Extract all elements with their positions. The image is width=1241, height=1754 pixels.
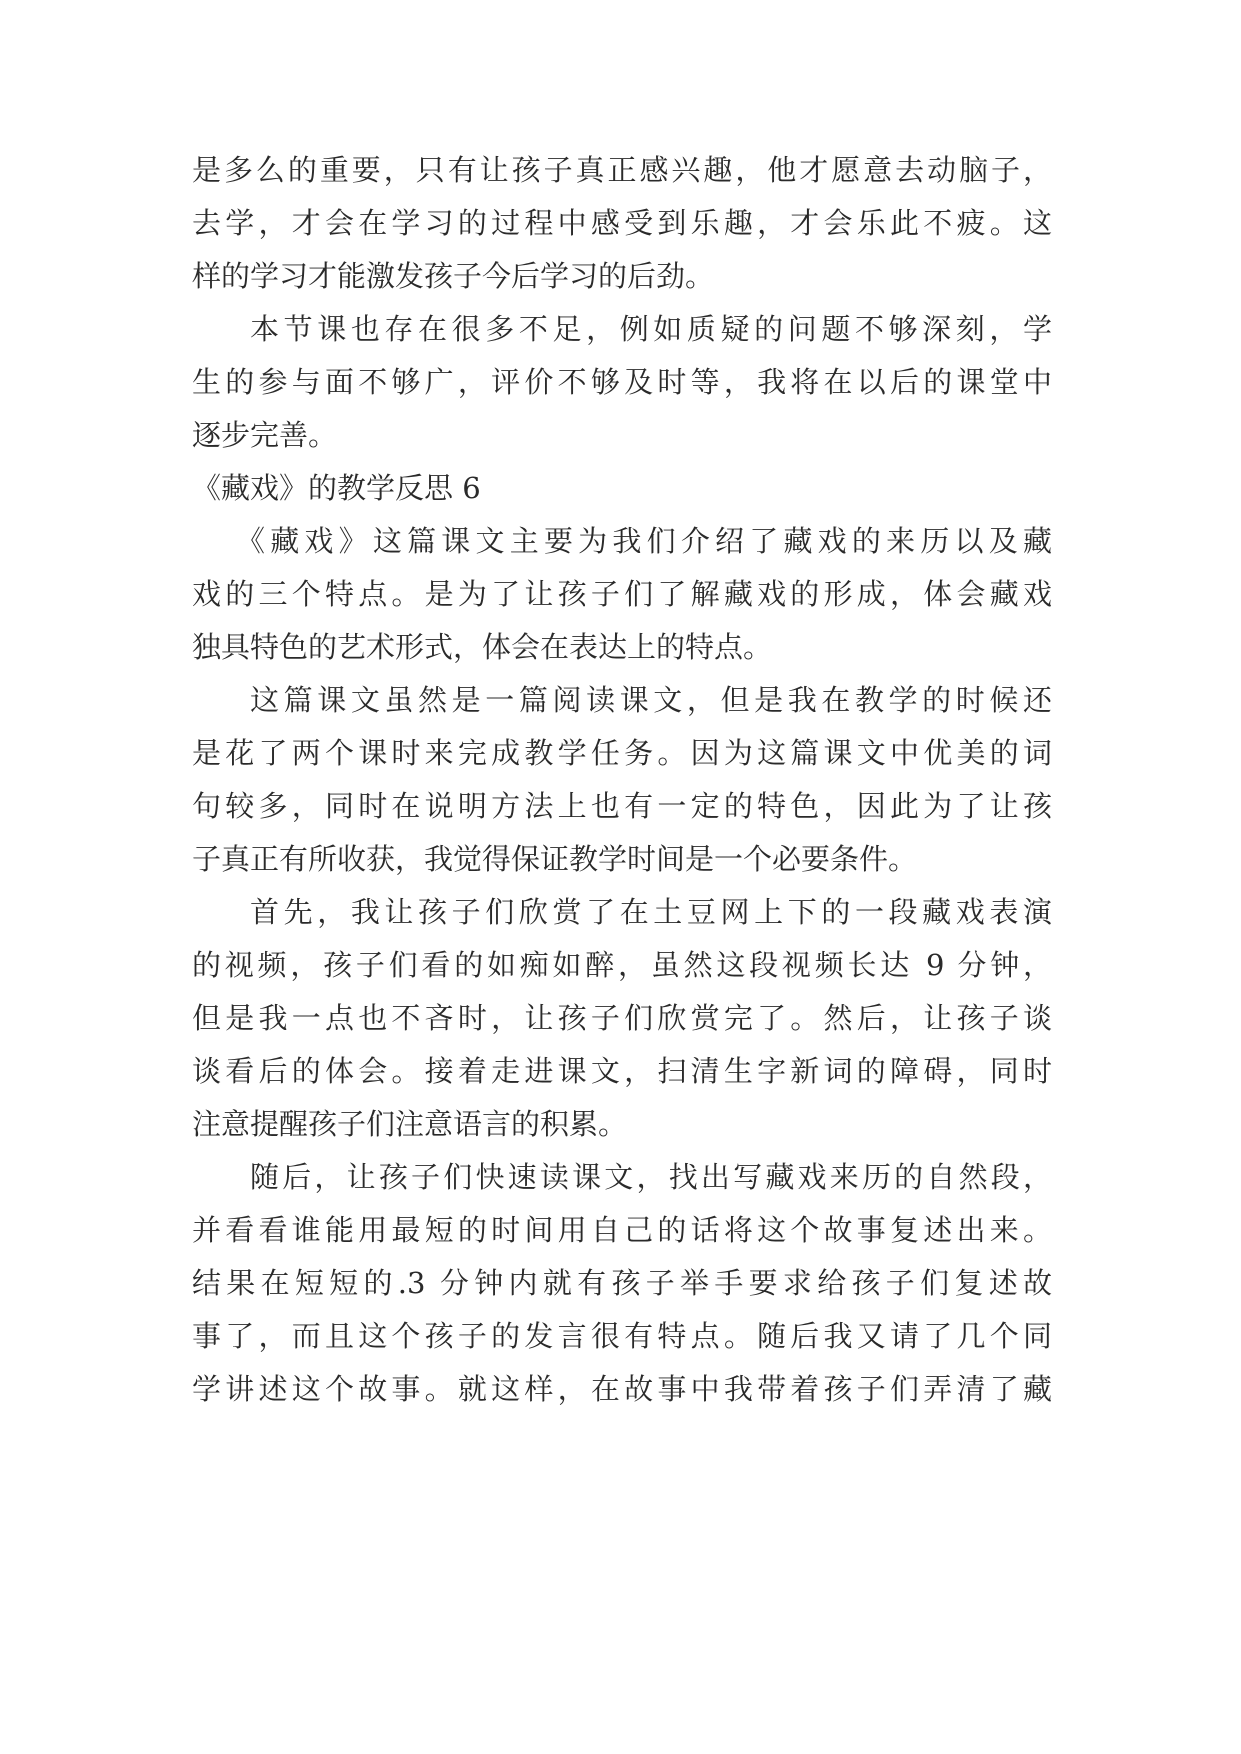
paragraph-first-line: 《藏戏》这篇课文主要为我们介绍了藏戏的来历以及藏 (236, 524, 1052, 558)
text-line: 子真正有所收获，我觉得保证教学时间是一个必要条件。 (192, 842, 918, 876)
text-line: 注意提醒孩子们注意语言的积累。 (192, 1107, 628, 1141)
text-line: 生的参与面不够广，评价不够及时等，我将在以后的课堂中 (192, 365, 1052, 399)
paragraph-first-line: 本节课也存在很多不足，例如质疑的问题不够深刻，学 (250, 312, 1052, 346)
text-line: 谈看后的体会。接着走进课文，扫清生字新词的障碍，同时 (192, 1054, 1052, 1088)
paragraph-first-line: 随后，让孩子们快速读课文，找出写藏戏来历的自然段， (250, 1160, 1052, 1194)
text-line: 学讲述这个故事。就这样，在故事中我带着孩子们弄清了藏 (192, 1372, 1052, 1406)
text-line: 是多么的重要，只有让孩子真正感兴趣，他才愿意去动脑子， (192, 153, 1052, 187)
paragraph-first-line: 首先，我让孩子们欣赏了在土豆网上下的一段藏戏表演 (250, 895, 1052, 929)
text-line: 戏的三个特点。是为了让孩子们了解藏戏的形成，体会藏戏 (192, 577, 1052, 611)
section-heading: 《藏戏》的教学反思 6 (192, 471, 481, 505)
text-line: 逐步完善。 (192, 418, 338, 452)
text-line: 是花了两个课时来完成教学任务。因为这篇课文中优美的词 (192, 736, 1052, 770)
text-line: 句较多，同时在说明方法上也有一定的特色，因此为了让孩 (192, 789, 1052, 823)
paragraph-first-line: 这篇课文虽然是一篇阅读课文，但是我在教学的时候还 (250, 683, 1052, 717)
text-line: 样的学习才能激发孩子今后学习的后劲。 (192, 259, 715, 293)
text-line: 但是我一点也不吝时，让孩子们欣赏完了。然后，让孩子谈 (192, 1001, 1052, 1035)
text-line: 并看看谁能用最短的时间用自己的话将这个故事复述出来。 (192, 1213, 1052, 1247)
text-line: 独具特色的艺术形式，体会在表达上的特点。 (192, 630, 773, 664)
text-line: 事了，而且这个孩子的发言很有特点。随后我又请了几个同 (192, 1319, 1052, 1353)
text-line: 去学，才会在学习的过程中感受到乐趣，才会乐此不疲。这 (192, 206, 1052, 240)
text-line: 结果在短短的.3 分钟内就有孩子举手要求给孩子们复述故 (192, 1266, 1052, 1300)
text-line: 的视频，孩子们看的如痴如醉，虽然这段视频长达 9 分钟， (192, 948, 1052, 982)
